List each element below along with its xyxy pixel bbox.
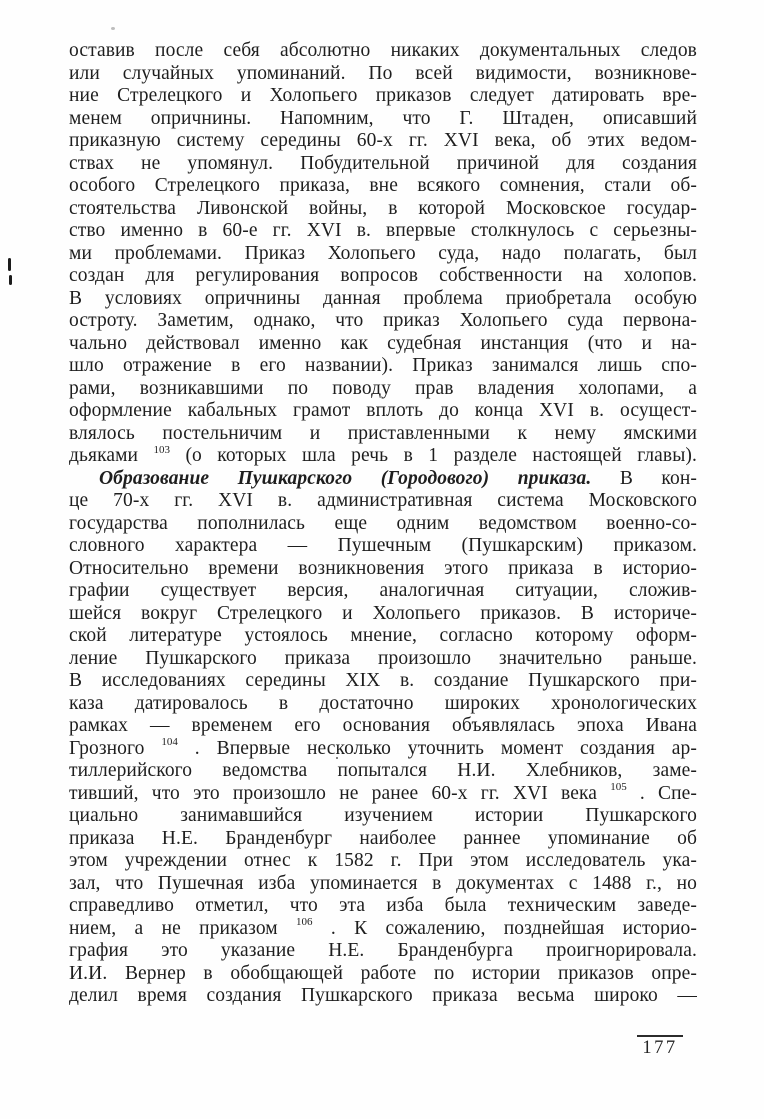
- margin-mark-dash: [9, 275, 12, 285]
- line-text: Грозного: [69, 737, 145, 759]
- text-line: [69, 783, 697, 806]
- line-text: шло отражение в его названии). Приказ занимался лишь спо-: [69, 355, 697, 376]
- text-line: [69, 400, 697, 423]
- text-line: [69, 715, 697, 738]
- text-line: [69, 220, 697, 243]
- text-line: [69, 693, 697, 716]
- text-line: [69, 288, 697, 311]
- line-text: рамках — временем его основания объявлялась эпоха Ивана: [69, 715, 697, 736]
- text-line: [69, 310, 697, 333]
- text-line: [69, 828, 697, 851]
- line-text: графии существует версия, аналогичная ситуации, сложив-: [69, 580, 697, 601]
- line-text: тивший, что это произошло не ранее 60-х гг. XVI века: [69, 782, 598, 804]
- line-text: В кон-: [619, 467, 697, 489]
- line-text: рами, возникавшими по поводу прав владения холопами, а: [69, 377, 697, 399]
- line-text: нием, а не приказом: [69, 917, 278, 939]
- text-line: [69, 265, 697, 288]
- margin-mark-dash: [8, 258, 11, 271]
- text-line: [69, 895, 697, 918]
- text-line: [69, 175, 697, 198]
- paragraph-heading-bold-italic: Образование Пушкарского (Городового) приказа.: [99, 467, 592, 489]
- line-text: В условиях опричнины данная проблема приобретала особую: [69, 287, 697, 309]
- line-text: ние Стрелецкого и Холопьего приказов следует датировать вре-: [69, 85, 697, 106]
- line-text: ство именно в 60-е гг. XVI в. впервые столкнулось с серьезны-: [69, 220, 697, 241]
- footnote-reference: 103: [153, 443, 171, 456]
- line-text: создан для регулирования вопросов собственности на холопов.: [69, 265, 697, 286]
- line-text: ствах не упомянул. Побудительной причиной для создания: [69, 152, 697, 174]
- text-line: [69, 445, 697, 468]
- line-text: Относительно времени возникновения этого приказа в историо-: [69, 557, 697, 579]
- text-line: [69, 918, 697, 941]
- line-text: или случайных упоминаний. По всей видимости, возникнове-: [69, 62, 697, 84]
- line-text: приказную систему середины 60-х гг. XVI века, об этих ведом-: [69, 130, 697, 151]
- line-text: стоятельства Ливонской войны, в которой Московское государ-: [69, 197, 697, 219]
- text-line: [69, 63, 697, 86]
- text-line: [69, 940, 697, 963]
- line-text: справедливо отметил, что эта изба была техническим заведе-: [69, 895, 697, 916]
- footnote-reference: 104: [161, 736, 178, 748]
- text-line: [69, 535, 697, 558]
- text-line: [69, 153, 697, 176]
- text-line: [69, 625, 697, 648]
- text-line: [69, 648, 697, 671]
- text-line: [69, 423, 697, 446]
- footnote-reference: 106: [296, 916, 313, 928]
- line-text-after-footnote: (о которых шла речь в 1 разделе настоящей главы).: [185, 445, 697, 466]
- line-text: це 70-х гг. XVI в. административная система Московского: [69, 490, 697, 511]
- line-text: В исследованиях середины XIX в. создание Пушкарского при-: [69, 670, 697, 691]
- line-text: циально занимавшийся изучением истории Пушкарского: [69, 805, 697, 826]
- line-text: этом учреждении отнес к 1582 г. При этом исследователь ука-: [69, 850, 697, 871]
- text-line: [69, 130, 697, 153]
- line-text: ской литературе устоялось мнение, согласно которому оформ-: [69, 625, 697, 646]
- footnote-reference: 105: [610, 781, 627, 793]
- text-line: [69, 243, 697, 266]
- text-line: [69, 873, 697, 896]
- line-text: ление Пушкарского приказа произошло значительно раньше.: [69, 647, 697, 669]
- text-line: [69, 198, 697, 221]
- text-line: [69, 963, 697, 986]
- text-line: [69, 670, 697, 693]
- text-line: [69, 513, 697, 536]
- text-line: [69, 558, 697, 581]
- text-line: [69, 738, 697, 761]
- line-text: шейся вокруг Стрелецкого и Холопьего приказов. В историче-: [69, 602, 697, 624]
- text-line: [69, 85, 697, 108]
- line-text: оставив после себя абсолютно никаких документальных следов: [69, 40, 697, 61]
- text-line: [69, 378, 697, 401]
- line-text-after-footnote: . Спе-: [639, 782, 697, 804]
- text-line: [69, 468, 697, 491]
- line-text-after-footnote: . Впервые несколько уточнить момент создания ар-: [194, 737, 697, 759]
- line-text: остроту. Заметим, однако, что приказ Холопьего суда первона-: [69, 310, 697, 331]
- text-line: [69, 490, 697, 513]
- page-number: 177: [637, 1035, 683, 1059]
- line-text: графия это указание Н.Е. Бранденбурга проигнорировала.: [69, 940, 697, 961]
- line-text: государства пополнилась еще одним ведомством военно-со-: [69, 512, 697, 534]
- line-text: оформление кабальных грамот вплоть до конца XVI в. осущест-: [69, 400, 697, 421]
- line-text: менем опричнины. Напомним, что Г. Штаден, описавший: [69, 107, 697, 129]
- text-line: [69, 985, 697, 1008]
- line-text: влялось постельничим и приставленными к нему ямскими: [69, 422, 697, 444]
- scan-artifact-dot: [111, 27, 115, 30]
- text-line: [69, 108, 697, 131]
- line-text: каза датировалось в достаточно широких хронологических: [69, 692, 697, 714]
- text-line: [69, 580, 697, 603]
- text-line: [69, 805, 697, 828]
- line-text: приказа Н.Е. Бранденбург наиболее раннее упоминание об: [69, 827, 697, 849]
- text-line: [69, 333, 697, 356]
- line-text: особого Стрелецкого приказа, вне всякого сомнения, стали об-: [69, 175, 697, 196]
- text-line: [69, 760, 697, 783]
- text-line: [69, 850, 697, 873]
- line-text: дьяками: [69, 445, 139, 466]
- line-text: И.И. Вернер в обобщающей работе по истории приказов опре-: [69, 962, 697, 984]
- text-line: [69, 603, 697, 626]
- line-text: чально действовал именно как судебная инстанция (что и на-: [69, 332, 697, 354]
- text-line: [69, 355, 697, 378]
- text-line: [69, 40, 697, 63]
- margin-mark: [8, 258, 12, 288]
- line-text: словного характера — Пушечным (Пушкарским) приказом.: [69, 535, 697, 556]
- line-text: ми проблемами. Приказ Холопьего суда, надо полагать, был: [69, 242, 697, 264]
- line-text: зал, что Пушечная изба упоминается в документах с 1488 г., но: [69, 872, 697, 894]
- line-text: тиллерийского ведомства попытался Н.И. Хлебников, заме-: [69, 760, 697, 781]
- text-block: [69, 40, 697, 1008]
- line-text: делил время создания Пушкарского приказа весьма широко —: [69, 985, 697, 1006]
- line-text-after-footnote: . К сожалению, позднейшая историо-: [330, 917, 697, 939]
